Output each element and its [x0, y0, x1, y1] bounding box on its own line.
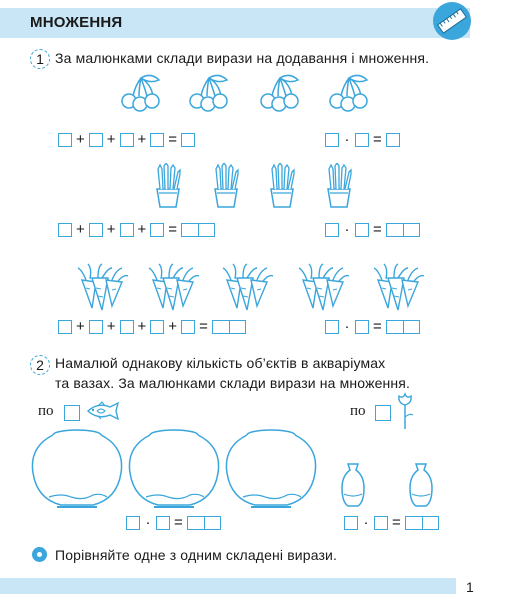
answer-box[interactable]	[181, 133, 195, 147]
answer-box[interactable]	[156, 516, 170, 530]
answer-box-double[interactable]	[386, 320, 420, 334]
task2-instruction-line2: та вазах. За малюнками склади вирази на множення.	[55, 375, 411, 391]
aquarium-icon	[31, 427, 123, 511]
answer-box[interactable]	[89, 223, 103, 237]
answer-box[interactable]	[58, 133, 72, 147]
bullet-icon	[32, 547, 47, 562]
task-number-1: 1	[30, 49, 50, 69]
answer-box[interactable]	[150, 223, 164, 237]
fish-icon	[84, 401, 122, 421]
equation-vases	[344, 516, 439, 530]
plus-sign: +	[106, 221, 116, 238]
answer-box[interactable]	[89, 320, 103, 334]
times-sign: ·	[145, 514, 151, 531]
answer-box[interactable]	[344, 516, 358, 530]
cherries-icon	[117, 74, 161, 114]
equals-sign: =	[199, 318, 208, 335]
answer-box-double[interactable]	[181, 223, 215, 237]
equation-aquariums	[126, 516, 221, 530]
answer-box[interactable]	[355, 320, 369, 334]
answer-box-double[interactable]	[187, 516, 221, 530]
answer-box-double[interactable]	[386, 223, 420, 237]
carrots-icon	[147, 262, 201, 312]
answer-box[interactable]	[89, 133, 103, 147]
equation-row2-addition	[58, 223, 215, 237]
times-sign: ·	[344, 131, 350, 148]
plus-sign: +	[106, 131, 116, 148]
equals-sign: =	[174, 514, 183, 531]
answer-box[interactable]	[126, 516, 140, 530]
equals-sign: =	[373, 318, 382, 335]
plus-sign: +	[137, 221, 147, 238]
equation-row2-multiplication	[325, 223, 420, 237]
answer-box[interactable]	[181, 320, 195, 334]
carrots-icon	[372, 262, 426, 312]
times-sign: ·	[344, 318, 350, 335]
vase-icon	[340, 462, 366, 508]
flower-count-box[interactable]	[375, 405, 391, 421]
answer-box[interactable]	[150, 320, 164, 334]
page-number: 1	[466, 579, 474, 595]
equation-row1-addition	[58, 133, 195, 147]
page-title: МНОЖЕННЯ	[30, 14, 123, 31]
equals-sign: =	[373, 221, 382, 238]
po-label-fish: по	[38, 403, 54, 419]
task2-instruction-line1: Намалюй однакову кількість об’єктів в акваріумах	[55, 355, 386, 371]
footer-band	[0, 578, 456, 594]
pencil-cup-icon	[154, 163, 182, 209]
answer-box[interactable]	[120, 320, 134, 334]
vase-icon	[408, 462, 434, 508]
task1-instruction: За малюнками склади вирази на додавання і множення.	[55, 50, 430, 66]
ruler-triangle-icon	[432, 0, 472, 42]
plus-sign: +	[76, 221, 85, 238]
po-label-flower: по	[350, 403, 366, 419]
equation-row3-addition	[58, 320, 246, 334]
answer-box[interactable]	[325, 223, 339, 237]
answer-box[interactable]	[374, 516, 388, 530]
aquarium-icon	[128, 427, 220, 511]
answer-box[interactable]	[386, 133, 400, 147]
flower-icon	[395, 391, 415, 431]
answer-box[interactable]	[355, 223, 369, 237]
answer-box[interactable]	[58, 320, 72, 334]
pencil-cup-icon	[325, 163, 353, 209]
answer-box[interactable]	[355, 133, 369, 147]
pencil-cup-icon	[268, 163, 296, 209]
answer-box[interactable]	[325, 320, 339, 334]
answer-box[interactable]	[120, 223, 134, 237]
answer-box[interactable]	[325, 133, 339, 147]
cherries-icon	[256, 74, 300, 114]
answer-box[interactable]	[120, 133, 134, 147]
equals-sign: =	[373, 131, 382, 148]
equals-sign: =	[168, 131, 178, 148]
cherries-icon	[185, 74, 229, 114]
equals-sign: =	[168, 221, 178, 238]
footer-note: Порівняйте одне з одним складені вирази.	[55, 547, 338, 563]
carrots-icon	[76, 262, 130, 312]
equals-sign: =	[392, 514, 401, 531]
plus-sign: +	[76, 131, 85, 148]
task-number-2: 2	[30, 355, 50, 375]
answer-box-double[interactable]	[212, 320, 246, 334]
plus-sign: +	[137, 131, 147, 148]
carrots-icon	[297, 262, 351, 312]
aquarium-icon	[225, 427, 317, 511]
times-sign: ·	[344, 221, 350, 238]
plus-sign: +	[168, 318, 178, 335]
answer-box[interactable]	[150, 133, 164, 147]
plus-sign: +	[106, 318, 116, 335]
equation-row3-multiplication	[325, 320, 420, 334]
equation-row1-multiplication	[325, 133, 400, 147]
times-sign: ·	[363, 514, 369, 531]
plus-sign: +	[137, 318, 147, 335]
carrots-icon	[221, 262, 275, 312]
plus-sign: +	[76, 318, 85, 335]
cherries-icon	[325, 74, 369, 114]
answer-box-double[interactable]	[405, 516, 439, 530]
fish-count-box[interactable]	[64, 405, 80, 421]
pencil-cup-icon	[212, 163, 240, 209]
answer-box[interactable]	[58, 223, 72, 237]
